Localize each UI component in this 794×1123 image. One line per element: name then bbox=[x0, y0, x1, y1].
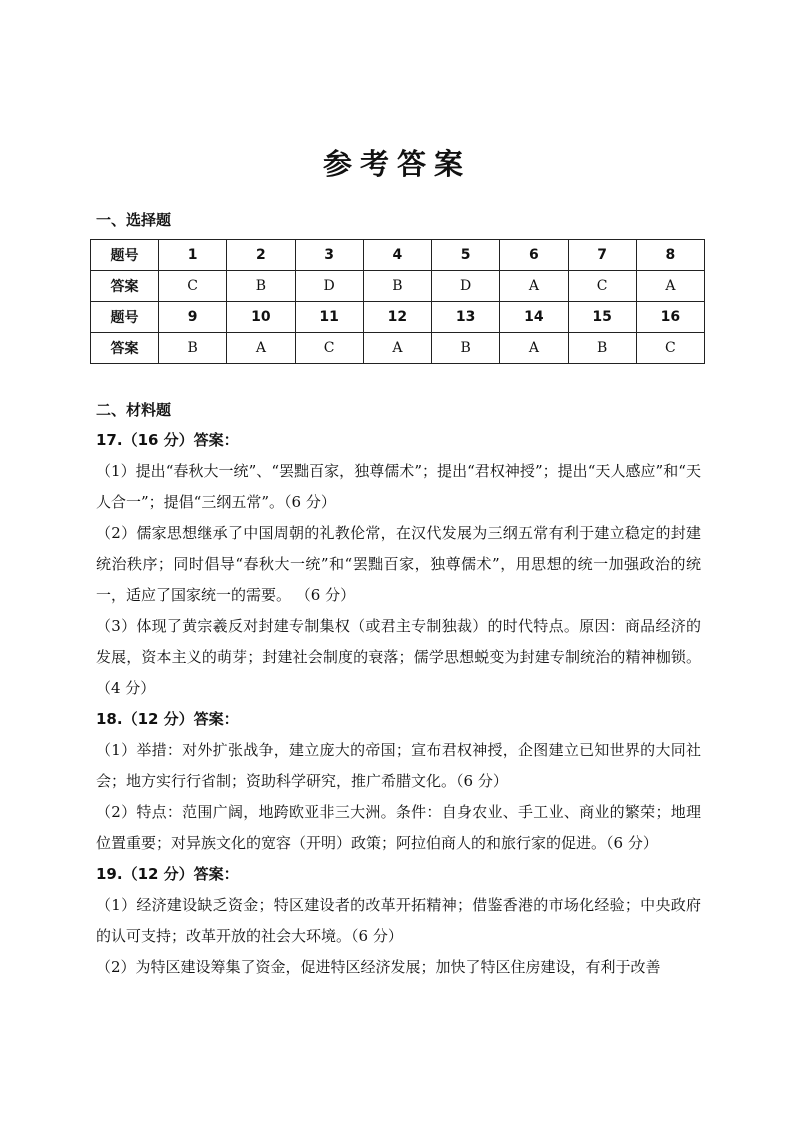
section-heading-material: 二、材料题 bbox=[96, 401, 172, 419]
answer-cell: B bbox=[227, 271, 295, 302]
answer-cell: A bbox=[500, 333, 568, 364]
row-label: 题号 bbox=[91, 302, 159, 333]
question-number-cell: 14 bbox=[500, 302, 568, 333]
answer-cell: B bbox=[432, 333, 500, 364]
answer-row bbox=[91, 271, 705, 302]
row-label: 题号 bbox=[91, 240, 159, 271]
answer-paragraph: （2）儒家思想继承了中国周朝的礼教伦常，在汉代发展为三纲五常有利于建立稳定的封建统治秩序；同时倡导“春秋大一统”和“罢黜百家，独尊儒术”，用思想的统一加强政治的统一，适应了国家统一的需要。 （6 分） bbox=[96, 524, 701, 604]
answer-paragraph: （2）特点：范围广阔，地跨欧亚非三大洲。条件：自身农业、手工业、商业的繁荣；地理位置重要；对异族文化的宽容（开明）政策；阿拉伯商人的和旅行家的促进。（6 分） bbox=[96, 803, 701, 852]
answer-cell: B bbox=[568, 333, 636, 364]
question-number-cell: 2 bbox=[227, 240, 295, 271]
answer-cell: A bbox=[363, 333, 431, 364]
section-heading-choice: 一、选择题 bbox=[96, 211, 172, 229]
row-label: 答案 bbox=[91, 333, 159, 364]
answer-cell: D bbox=[295, 271, 363, 302]
answer-table bbox=[90, 239, 705, 364]
question-number-cell: 3 bbox=[295, 240, 363, 271]
question-number-cell: 6 bbox=[500, 240, 568, 271]
material-answers bbox=[96, 425, 701, 983]
question-heading: 19.（12 分）答案： bbox=[96, 865, 239, 883]
answer-cell: C bbox=[295, 333, 363, 364]
answer-cell: C bbox=[159, 271, 227, 302]
question-number-cell: 5 bbox=[432, 240, 500, 271]
question-number-cell: 1 bbox=[159, 240, 227, 271]
question-heading: 18.（12 分）答案： bbox=[96, 710, 239, 728]
answer-paragraph: （2）为特区建设筹集了资金，促进特区经济发展；加快了特区住房建设，有利于改善 bbox=[96, 958, 661, 976]
row-label: 答案 bbox=[91, 271, 159, 302]
answer-cell: B bbox=[363, 271, 431, 302]
answer-cell: D bbox=[432, 271, 500, 302]
answer-row bbox=[91, 333, 705, 364]
question-number-row bbox=[91, 240, 705, 271]
page-title: 参考答案 bbox=[322, 147, 471, 181]
answer-cell: A bbox=[636, 271, 704, 302]
answer-paragraph: （1）提出“春秋大一统”、“罢黜百家，独尊儒术”；提出“君权神授”；提出“天人感应”和“天人合一”；提倡“三纲五常”。（6 分） bbox=[96, 462, 701, 511]
question-number-cell: 16 bbox=[636, 302, 704, 333]
question-number-cell: 4 bbox=[363, 240, 431, 271]
question-number-cell: 12 bbox=[363, 302, 431, 333]
question-number-cell: 11 bbox=[295, 302, 363, 333]
question-number-cell: 9 bbox=[159, 302, 227, 333]
question-number-cell: 8 bbox=[636, 240, 704, 271]
answer-cell: C bbox=[568, 271, 636, 302]
answer-cell: B bbox=[159, 333, 227, 364]
answer-cell: A bbox=[227, 333, 295, 364]
question-number-row bbox=[91, 302, 705, 333]
answer-paragraph: （1）举措：对外扩张战争，建立庞大的帝国；宣布君权神授，企图建立已知世界的大同社会；地方实行行省制；资助科学研究，推广希腊文化。（6 分） bbox=[96, 741, 701, 790]
question-number-cell: 15 bbox=[568, 302, 636, 333]
answer-paragraph: （3）体现了黄宗羲反对封建专制集权（或君主专制独裁）的时代特点。原因：商品经济的发展，资本主义的萌芽；封建社会制度的衰落；儒学思想蜕变为封建专制统治的精神枷锁。（4 分） bbox=[96, 617, 701, 697]
question-number-cell: 7 bbox=[568, 240, 636, 271]
answer-paragraph: （1）经济建设缺乏资金；特区建设者的改革开拓精神；借鉴香港的市场化经验；中央政府的认可支持；改革开放的社会大环境。（6 分） bbox=[96, 896, 701, 945]
answer-cell: A bbox=[500, 271, 568, 302]
question-heading: 17.（16 分）答案： bbox=[96, 431, 239, 449]
answer-cell: C bbox=[636, 333, 704, 364]
question-number-cell: 10 bbox=[227, 302, 295, 333]
question-number-cell: 13 bbox=[432, 302, 500, 333]
